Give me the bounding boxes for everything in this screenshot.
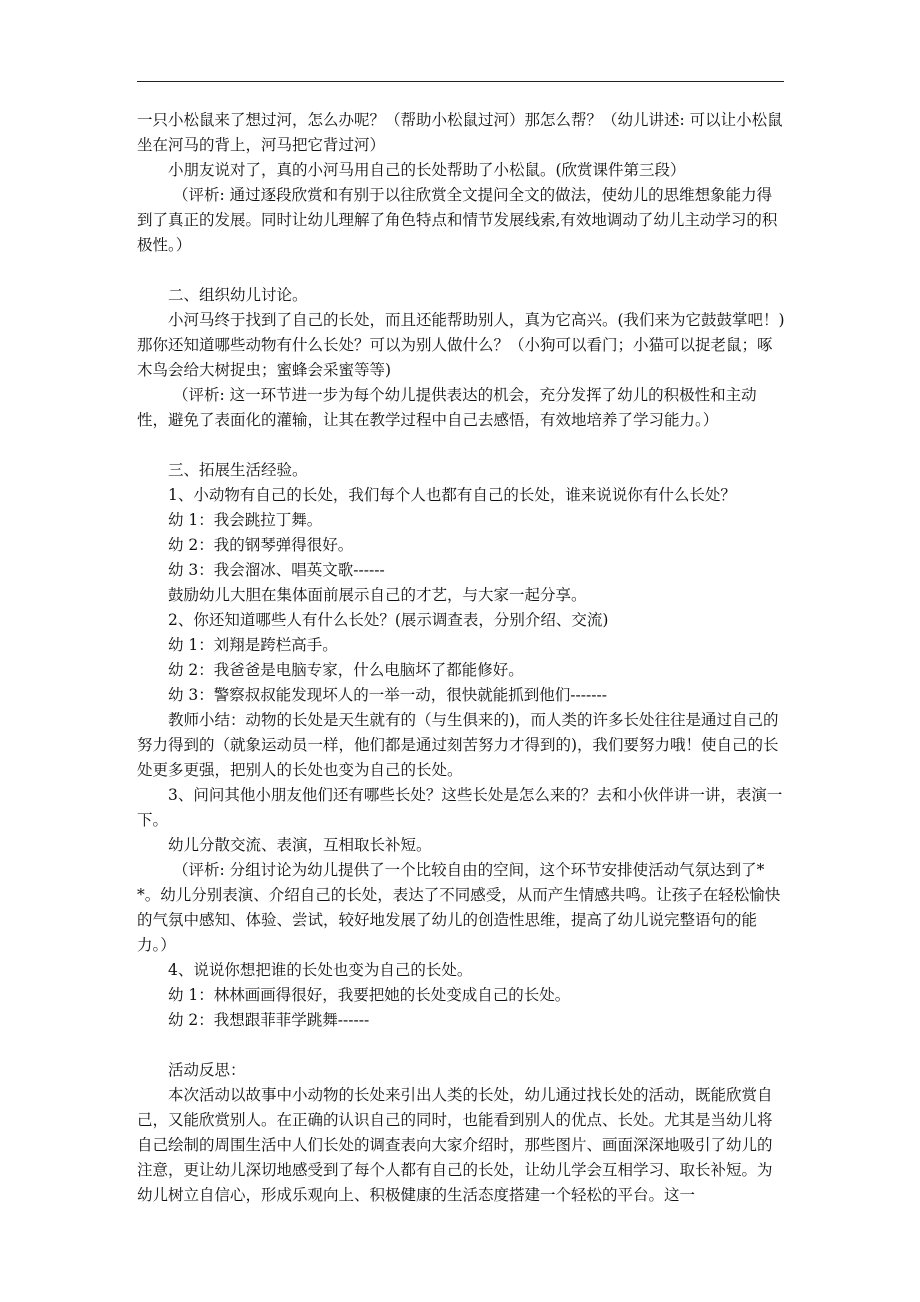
document-body bbox=[137, 108, 787, 1208]
dialogue-line: 幼 3：我会溜冰、唱英文歌------ bbox=[168, 561, 385, 579]
paragraph: 2、你还知道哪些人有什么长处？(展示调查表，分别介绍、交流) bbox=[168, 611, 609, 629]
dialogue-line: 幼 2：我想跟菲菲学跳舞------ bbox=[168, 1011, 370, 1029]
dialogue-line: 幼 3：警察叔叔能发现坏人的一举一动，很快就能抓到他们------- bbox=[168, 686, 607, 704]
paragraph: 鼓励幼儿大胆在集体面前展示自己的才艺，与大家一起分享。 bbox=[168, 586, 587, 604]
commentary-paragraph: （评析: 分组讨论为幼儿提供了一个比较自由的空间，这个环节安排使活动气氛达到了**。幼儿分别表演、介绍自己的长处，表达了不同感受，从而产生情感共鸣。让孩子在轻松愉快的气氛中感知、体验、尝试，较好地发展了幼儿的创造性思维，提高了幼儿说完整语句的能力。） bbox=[137, 861, 781, 954]
paragraph: 4、说说你想把谁的长处也变为自己的长处。 bbox=[168, 961, 473, 979]
header-rule bbox=[137, 81, 784, 82]
paragraph: 本次活动以故事中小动物的长处来引出人类的长处，幼儿通过找长处的活动，既能欣赏自己，又能欣赏别人。在正确的认识自己的同时，也能看到别人的优点、长处。尤其是当幼儿将自己绘制的周围生活中人们长处的调查表向大家介绍时，那些图片、画面深深地吸引了幼儿的注意，更让幼儿深切地感受到了每个人都有自己的长处，让幼儿学会互相学习、取长补短。为幼儿树立自信心，形成乐观向上、积极健康的生活态度搭建一个轻松的平台。这一 bbox=[137, 1086, 773, 1204]
paragraph: 小河马终于找到了自己的长处，而且还能帮助别人，真为它高兴。(我们来为它鼓鼓掌吧！) 那你还知道哪些动物有什么长处？可以为别人做什么？（小狗可以看门；小猫可以捉老鼠；啄木鸟会给大树捉虫；蜜蜂会采蜜等等) bbox=[137, 311, 785, 379]
section-heading: 三、拓展生活经验。 bbox=[168, 461, 308, 479]
paragraph: 小朋友说对了，真的小河马用自己的长处帮助了小松鼠。(欣赏课件第三段） bbox=[168, 161, 686, 179]
section-heading: 二、组织幼儿讨论。 bbox=[168, 286, 308, 304]
paragraph: 幼儿分散交流、表演，互相取长补短。 bbox=[168, 836, 432, 854]
paragraph: 3、问问其他小朋友他们还有哪些长处？这些长处是怎么来的？去和小伙伴讲一讲，表演一下。 bbox=[137, 786, 783, 829]
dialogue-line: 幼 2：我的钢琴弹得很好。 bbox=[168, 536, 354, 554]
paragraph: 1、小动物有自己的长处，我们每个人也都有自己的长处，谁来说说你有什么长处？ bbox=[168, 486, 736, 504]
paragraph: 教师小结：动物的长处是天生就有的（与生俱来的)，而人类的许多长处往往是通过自己的努力得到的（就象运动员一样，他们都是通过刻苦努力才得到的)，我们要努力哦！使自己的长处更多更强，把别人的长处也变为自己的长处。 bbox=[137, 711, 779, 779]
dialogue-line: 幼 1：林林画画得很好，我要把她的长处变成自己的长处。 bbox=[168, 986, 571, 1004]
commentary-paragraph: （评析: 通过逐段欣赏和有别于以往欣赏全文提问全文的做法，使幼儿的思维想象能力得到了真正的发展。同时让幼儿理解了角色特点和情节发展线索,有效地调动了幼儿主动学习的积极性。） bbox=[137, 186, 778, 254]
dialogue-line: 幼 2：我爸爸是电脑专家，什么电脑坏了都能修好。 bbox=[168, 661, 524, 679]
dialogue-line: 幼 1：刘翔是跨栏高手。 bbox=[168, 636, 338, 654]
paragraph: 一只小松鼠来了想过河，怎么办呢？（帮助小松鼠过河）那怎么帮？（幼儿讲述: 可以让小松鼠坐在河马的背上，河马把它背过河） bbox=[137, 111, 783, 154]
section-heading: 活动反思： bbox=[168, 1061, 246, 1079]
commentary-paragraph: （评析: 这一环节进一步为每个幼儿提供表达的机会，充分发挥了幼儿的积极性和主动性，避免了表面化的灌输，让其在教学过程中自己去感悟，有效地培养了学习能力。） bbox=[137, 386, 757, 429]
dialogue-line: 幼 1：我会跳拉丁舞。 bbox=[168, 511, 323, 529]
